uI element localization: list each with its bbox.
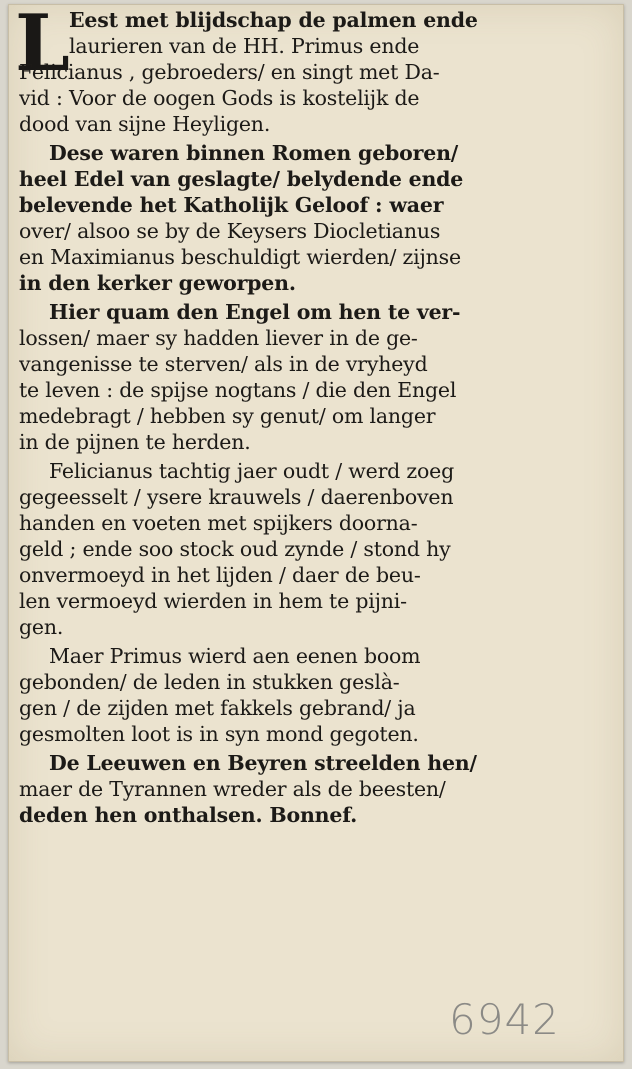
- pencil-inventory-number: 6942: [449, 995, 560, 1044]
- paragraph-5-line-1: Maer Primus wierd aen eenen boom: [49, 644, 421, 668]
- paragraph-1-line-3: Felicianus , gebroeders/ en singt met Da-: [19, 60, 440, 84]
- paragraph-4-line-2: gegeesselt / ysere krauwels / daerenboven: [19, 485, 454, 509]
- paragraph-3-line-1: Hier quam den Engel om hen te ver-: [49, 300, 461, 324]
- paragraph-4-line-6: len vermoeyd wierden in hem te pijni-: [19, 589, 407, 613]
- paragraph-4-line-3: handen en voeten met spijkers doorna-: [19, 511, 418, 535]
- paragraph-2-line-2: heel Edel van geslagte/ belydende ende: [19, 167, 464, 191]
- paragraph-3-line-2: lossen/ maer sy hadden liever in de ge-: [19, 326, 418, 350]
- paragraph-2-line-4: over/ alsoo se by de Keysers Diocletianus: [19, 219, 441, 243]
- paragraph-6-line-1: De Leeuwen en Beyren streelden hen/: [49, 751, 477, 775]
- paragraph-6-line-3: deden hen onthalsen. Bonnef.: [19, 803, 358, 827]
- document-page: [8, 0, 624, 1062]
- paragraph-3-line-3: vangenisse te sterven/ als in de vryheyd: [19, 352, 428, 376]
- paragraph-4-line-4: geld ; ende soo stock oud zynde / stond hy: [19, 537, 451, 561]
- paragraph-3-line-5: medebragt / hebben sy genut/ om langer: [19, 404, 436, 428]
- paragraph-4-line-5: onvermoeyd in het lijden / daer de beu-: [19, 563, 421, 587]
- paragraph-6-line-2: maer de Tyrannen wreder als de beesten/: [19, 777, 446, 801]
- paragraph-4-line-1: Felicianus tachtig jaer oudt / werd zoeg: [49, 459, 455, 483]
- paragraph-5-line-2: gebonden/ de leden in stukken geslà-: [19, 670, 400, 694]
- paragraph-2-line-5: en Maximianus beschuldigt wierden/ zijnse: [19, 245, 461, 269]
- paragraph-2-line-3: belevende het Katholijk Geloof : waer: [19, 193, 444, 217]
- paragraph-1-line-5: dood van sijne Heyligen.: [19, 112, 271, 136]
- paragraph-3-line-4: te leven : de spijse nogtans / die den Engel: [19, 378, 457, 402]
- paragraph-1-line-2: laurieren van de HH. Primus ende: [69, 34, 420, 58]
- paragraph-4-line-7: gen.: [19, 615, 64, 639]
- paragraph-2-line-6: in den kerker geworpen.: [19, 271, 296, 295]
- paragraph-5-line-4: gesmolten loot is in syn mond gegoten.: [19, 722, 419, 746]
- paragraph-1-line-1: Eest met blijdschap de palmen ende: [69, 8, 478, 32]
- paragraph-2-line-1: Dese waren binnen Romen geboren/: [49, 141, 459, 165]
- paragraph-3-line-6: in de pijnen te herden.: [19, 430, 251, 454]
- drop-cap: L: [15, 0, 70, 89]
- paragraph-1-line-4: vid : Voor de oogen Gods is kostelijk de: [19, 86, 420, 110]
- text-body: [19, 7, 615, 828]
- paragraph-5-line-3: gen / de zijden met fakkels gebrand/ ja: [19, 696, 416, 720]
